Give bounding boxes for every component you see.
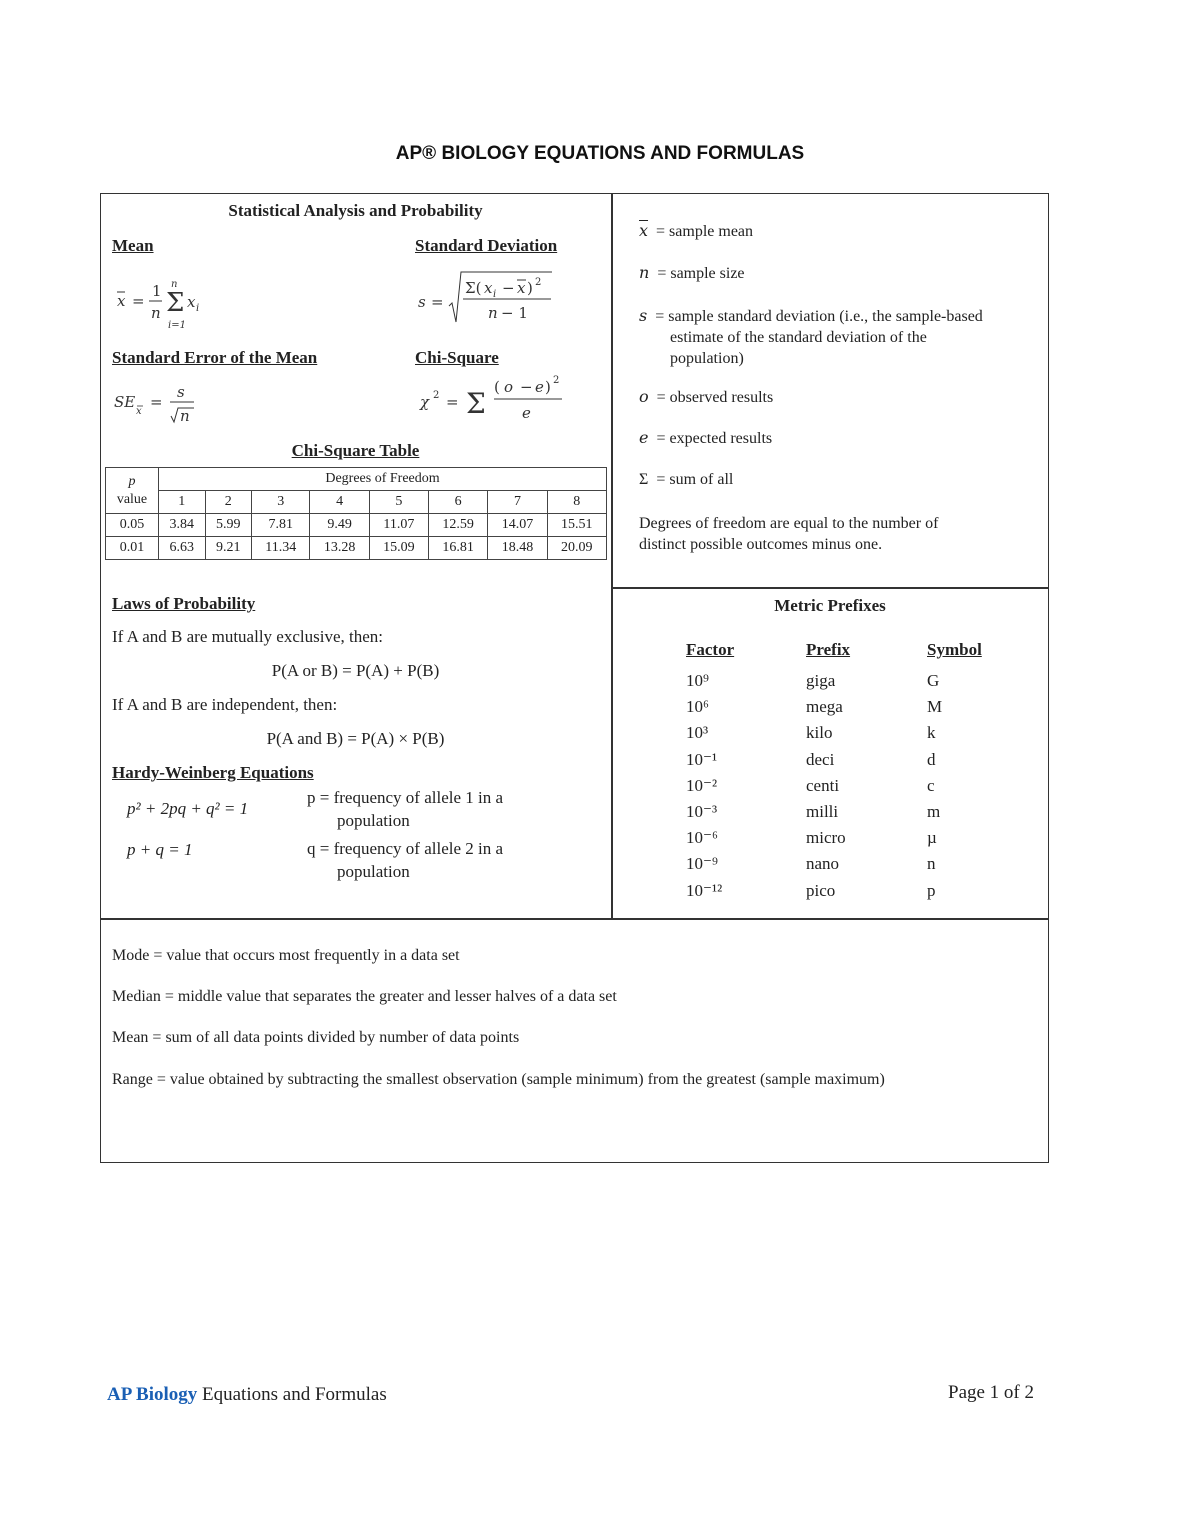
- hw-q-line1: q = frequency of allele 2 in a: [307, 839, 504, 858]
- svg-text:−: −: [502, 279, 515, 297]
- svg-text:(: (: [494, 378, 500, 396]
- svg-text:=: =: [150, 393, 163, 411]
- mutually-exclusive-text: If A and B are mutually exclusive, then:: [112, 627, 383, 646]
- stats-heading: Statistical Analysis and Probability: [228, 201, 483, 220]
- def-o-text: = observed results: [656, 389, 774, 406]
- divider-right: [611, 587, 1049, 589]
- p-symbol: p: [128, 473, 136, 489]
- def-dof: [639, 513, 938, 555]
- svg-text:=: =: [446, 393, 459, 411]
- critical-value-cell: 5.99: [205, 514, 252, 537]
- metric-prefix: micro: [806, 828, 846, 848]
- svg-text:=: =: [132, 292, 145, 310]
- critical-value-cell: 7.81: [252, 514, 310, 537]
- def-s-line1: = sample standard deviation (i.e., the sample-based: [655, 308, 983, 325]
- sem-formula: [114, 380, 204, 433]
- metric-prefix: giga: [806, 671, 836, 690]
- dof-cell: 1: [159, 491, 206, 514]
- dof-cell: 4: [310, 491, 369, 514]
- metric-factor: 10⁻¹: [686, 749, 718, 769]
- svg-text:2: 2: [433, 390, 440, 401]
- svg-text:s: s: [177, 383, 185, 401]
- dof-cell: 2: [205, 491, 252, 514]
- metric-factor: 10⁻¹²: [686, 880, 723, 900]
- svg-text:2: 2: [535, 277, 542, 288]
- svg-text:): ): [545, 378, 551, 396]
- svg-text:x: x: [517, 279, 526, 297]
- svg-text:− 1: − 1: [501, 304, 528, 322]
- metric-prefix: deci: [806, 749, 835, 769]
- critical-value-cell: 12.59: [429, 514, 488, 537]
- hw-label: Hardy-Weinberg Equations: [112, 763, 314, 782]
- hw-eq2: p + q = 1: [127, 840, 193, 859]
- svg-text:Σ: Σ: [166, 288, 185, 318]
- p-value-cell: 0.05: [106, 514, 159, 537]
- hw-p-line1: p = frequency of allele 1 in a: [307, 788, 504, 807]
- divider-vertical: [611, 193, 613, 918]
- metric-symbol: c: [927, 775, 935, 795]
- critical-value-cell: 13.28: [310, 537, 369, 560]
- def-s-line2: estimate of the standard deviation of the: [670, 329, 927, 346]
- divider-horizontal: [100, 918, 1049, 920]
- mean-formula: [114, 276, 214, 337]
- def-e: e = expected results: [639, 428, 773, 447]
- def-s: s = sample standard deviation (i.e., the sample-based estimate of the standard deviation of the population): [639, 306, 983, 367]
- svg-text:): ): [527, 279, 533, 297]
- footer-title: [107, 1384, 387, 1406]
- svg-text:i: i: [493, 289, 497, 300]
- def-mode: Mode = value that occurs most frequently in a data set: [112, 947, 460, 964]
- metric-factor: 10⁻⁶: [686, 828, 718, 848]
- def-n: n = sample size: [639, 263, 745, 282]
- metric-symbol: G: [927, 671, 940, 690]
- critical-value-cell: 6.63: [159, 537, 206, 560]
- metric-factor: 10⁶: [686, 697, 709, 717]
- metric-heading: Metric Prefixes: [774, 596, 886, 615]
- chi-table-label: Chi-Square Table: [291, 441, 420, 460]
- metric-prefix: milli: [806, 802, 839, 821]
- svg-text:−: −: [520, 378, 533, 396]
- footer-page: Page 1 of 2: [948, 1382, 1035, 1403]
- def-median: Median = middle value that separates the greater and lesser halves of a data set: [112, 988, 617, 1005]
- p-value-cell: 0.01: [106, 537, 159, 560]
- dof-cell: 5: [369, 491, 428, 514]
- footer-course: AP Biology: [107, 1384, 198, 1405]
- critical-value-cell: 15.51: [547, 514, 606, 537]
- value-word: value: [116, 491, 148, 507]
- metric-factor: 10⁻³: [686, 802, 718, 821]
- sem-label: Standard Error of the Mean: [112, 348, 318, 367]
- independent-text: If A and B are independent, then:: [112, 695, 338, 714]
- critical-value-cell: 14.07: [488, 514, 547, 537]
- svg-text:x: x: [136, 406, 142, 417]
- def-mean: Mean = sum of all data points divided by number of data points: [112, 1029, 520, 1046]
- hw-p-def: [307, 786, 503, 832]
- dof-cell: 7: [488, 491, 547, 514]
- metric-prefix: pico: [806, 880, 836, 900]
- hw-q-line2: population: [337, 862, 410, 881]
- dof-cell: 3: [252, 491, 310, 514]
- laws-label: Laws of Probability: [112, 594, 256, 613]
- chi-label: Chi-Square: [415, 348, 499, 367]
- svg-text:1: 1: [152, 282, 162, 300]
- p-value-header: [106, 468, 159, 514]
- def-dof-line2: distinct possible outcomes minus one.: [639, 536, 883, 553]
- dof-cell: 8: [547, 491, 606, 514]
- def-xbar-text: = sample mean: [656, 223, 754, 240]
- metric-factor: 10³: [686, 723, 709, 743]
- critical-value-cell: 3.84: [159, 514, 206, 537]
- def-e-text: = expected results: [656, 430, 773, 447]
- metric-prefix: centi: [806, 775, 840, 795]
- dof-cell: 6: [429, 491, 488, 514]
- svg-text:n: n: [151, 304, 161, 322]
- svg-text:s: s: [418, 293, 426, 311]
- metric-symbol: m: [927, 802, 941, 821]
- and-formula: P(A and B) = P(A) × P(B): [266, 729, 445, 748]
- metric-symbol: M: [927, 697, 943, 717]
- svg-text:x: x: [484, 279, 493, 297]
- svg-text:e: e: [522, 404, 531, 422]
- svg-text:χ: χ: [420, 393, 430, 411]
- critical-value-cell: 20.09: [547, 537, 606, 560]
- svg-text:n: n: [180, 407, 190, 425]
- svg-text:e: e: [535, 378, 544, 396]
- metric-symbol: p: [927, 880, 936, 900]
- metric-symbol: µ: [927, 828, 937, 848]
- svg-text:x: x: [187, 293, 196, 311]
- svg-text:Σ(: Σ(: [465, 279, 482, 297]
- svg-text:=: =: [431, 293, 444, 311]
- critical-value-cell: 9.49: [310, 514, 369, 537]
- metric-symbol: k: [927, 723, 936, 743]
- or-formula: P(A or B) = P(A) + P(B): [271, 661, 440, 680]
- chi-square-table: [105, 467, 607, 560]
- hw-q-def: [307, 837, 503, 883]
- chi-formula: [416, 368, 576, 433]
- def-o: o = observed results: [639, 387, 774, 406]
- def-sigma: Σ = sum of all: [639, 471, 734, 488]
- critical-value-cell: 9.21: [205, 537, 252, 560]
- metric-col-factor: Factor: [686, 640, 735, 659]
- def-n-text: = sample size: [657, 265, 745, 282]
- def-dof-line1: Degrees of freedom are equal to the number of: [639, 515, 939, 532]
- mean-label: Mean: [112, 236, 154, 255]
- metric-prefix: nano: [806, 854, 840, 874]
- critical-value-cell: 11.07: [369, 514, 428, 537]
- svg-text:2: 2: [553, 375, 560, 386]
- svg-text:SE: SE: [114, 393, 136, 411]
- hw-p-line2: population: [337, 811, 410, 830]
- critical-value-cell: 18.48: [488, 537, 547, 560]
- critical-value-cell: 11.34: [252, 537, 310, 560]
- metric-col-symbol: Symbol: [927, 640, 982, 659]
- def-s-line3: population): [670, 350, 744, 367]
- def-range: Range = value obtained by subtracting the smallest observation (sample minimum) from the greatest (sample maximum): [112, 1071, 885, 1088]
- sd-label: Standard Deviation: [415, 236, 558, 255]
- svg-text:i=1: i=1: [168, 320, 186, 331]
- svg-text:i: i: [196, 303, 200, 314]
- dof-header: Degrees of Freedom: [159, 468, 607, 491]
- footer-doc: Equations and Formulas: [202, 1384, 387, 1405]
- metric-col-prefix: Prefix: [806, 640, 851, 659]
- critical-value-cell: 16.81: [429, 537, 488, 560]
- metric-factor: 10⁻⁹: [686, 854, 718, 874]
- metric-prefix: mega: [806, 697, 843, 717]
- metric-factor: 10⁹: [686, 671, 709, 690]
- svg-text:n: n: [171, 279, 178, 290]
- svg-text:n: n: [488, 304, 498, 322]
- metric-factor: 10⁻²: [686, 775, 718, 795]
- hw-eq1: p² + 2pq + q² = 1: [127, 799, 249, 818]
- page-title: AP® BIOLOGY EQUATIONS AND FORMULAS: [395, 143, 805, 164]
- svg-text:Σ: Σ: [466, 387, 486, 420]
- metric-prefix: kilo: [806, 723, 833, 743]
- metric-symbol: n: [927, 854, 936, 874]
- def-xbar: $\overline{x}$ = sample mean: [639, 221, 754, 240]
- critical-value-cell: 15.09: [369, 537, 428, 560]
- svg-text:x: x: [117, 292, 126, 310]
- svg-text:o: o: [504, 378, 514, 396]
- metric-symbol: d: [927, 749, 936, 769]
- sd-formula: [416, 266, 566, 333]
